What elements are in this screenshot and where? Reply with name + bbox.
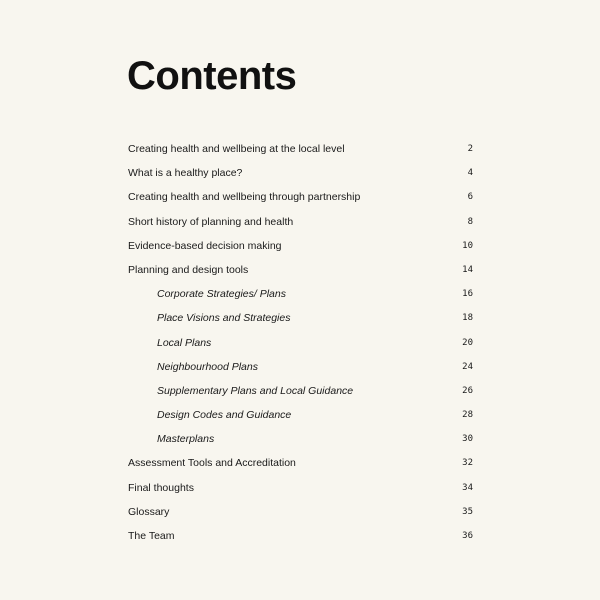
toc-entry-title: Corporate Strategies/ Plans bbox=[157, 288, 286, 301]
toc-entry-page-number: 14 bbox=[462, 264, 473, 275]
toc-entry-title: Final thoughts bbox=[128, 481, 194, 494]
toc-entry-title: Evidence-based decision making bbox=[128, 239, 282, 252]
toc-entry-page-number: 26 bbox=[462, 385, 473, 396]
toc-entry-title: Creating health and wellbeing at the local level bbox=[128, 143, 345, 155]
toc-entry-page-number: 20 bbox=[462, 337, 473, 348]
toc-entry[interactable] bbox=[128, 334, 473, 358]
toc-entry-title: Masterplans bbox=[157, 433, 215, 446]
toc-entry-page-number: 4 bbox=[467, 168, 473, 179]
toc-entry[interactable] bbox=[128, 140, 473, 164]
toc-entry-page-number: 28 bbox=[462, 410, 473, 421]
toc-entry-title: Local Plans bbox=[157, 336, 212, 349]
toc-entry-page-number: 36 bbox=[462, 531, 473, 541]
toc-entry[interactable] bbox=[128, 406, 473, 430]
toc-entry[interactable] bbox=[128, 188, 473, 212]
toc-entry[interactable] bbox=[128, 479, 473, 503]
toc-entry[interactable] bbox=[128, 237, 473, 261]
page-title: Contents bbox=[127, 54, 297, 98]
toc-entry-title: Glossary bbox=[128, 505, 170, 518]
toc-entry-page-number: 32 bbox=[462, 458, 473, 469]
toc-entry-page-number: 34 bbox=[462, 482, 473, 493]
toc-entry[interactable] bbox=[128, 285, 473, 309]
toc-entry-page-number: 8 bbox=[467, 216, 473, 227]
toc-entry-page-number: 30 bbox=[462, 434, 473, 445]
toc-entry-page-number: 35 bbox=[462, 506, 473, 517]
toc-entry-page-number: 10 bbox=[462, 240, 473, 251]
toc-entry[interactable] bbox=[128, 382, 473, 406]
toc-entry[interactable] bbox=[128, 454, 473, 478]
toc-entry[interactable] bbox=[128, 430, 473, 454]
toc-entry-title: Neighbourhood Plans bbox=[157, 360, 258, 373]
toc-entry[interactable] bbox=[128, 309, 473, 333]
toc-entry-title: What is a healthy place? bbox=[128, 167, 243, 180]
toc-entry-page-number: 2 bbox=[467, 144, 473, 154]
toc-entry-title: The Team bbox=[128, 530, 175, 542]
toc-entry[interactable] bbox=[128, 261, 473, 285]
toc-entry-title: Creating health and wellbeing through partnership bbox=[128, 191, 361, 204]
toc-entry-page-number: 6 bbox=[467, 192, 473, 203]
toc-entry[interactable] bbox=[128, 213, 473, 237]
table-of-contents bbox=[128, 140, 473, 551]
toc-entry-page-number: 24 bbox=[462, 361, 473, 372]
toc-entry[interactable] bbox=[128, 358, 473, 382]
toc-entry-page-number: 18 bbox=[462, 313, 473, 324]
toc-entry-title: Short history of planning and health bbox=[128, 215, 294, 228]
toc-entry-title: Place Visions and Strategies bbox=[157, 312, 291, 325]
toc-entry-title: Assessment Tools and Accreditation bbox=[128, 457, 296, 470]
toc-entry-title: Planning and design tools bbox=[128, 263, 249, 276]
toc-entry-page-number: 16 bbox=[462, 289, 473, 300]
toc-entry[interactable] bbox=[128, 164, 473, 188]
toc-entry-title: Supplementary Plans and Local Guidance bbox=[157, 384, 354, 397]
toc-entry-title: Design Codes and Guidance bbox=[157, 409, 292, 422]
toc-entry[interactable] bbox=[128, 503, 473, 527]
toc-entry[interactable] bbox=[128, 527, 473, 551]
